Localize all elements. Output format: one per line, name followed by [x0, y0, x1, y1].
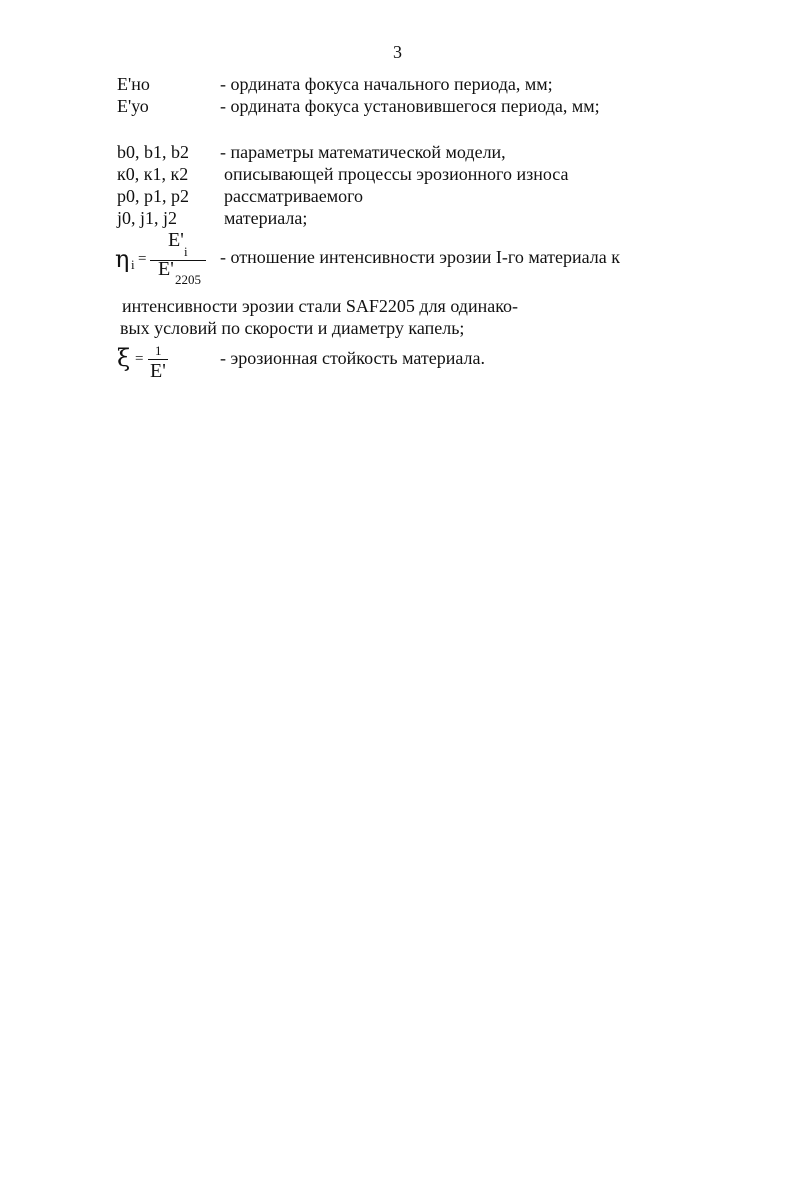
page-number: 3	[393, 42, 402, 62]
param-description: рассматриваемого	[224, 186, 364, 206]
denominator: E'	[150, 360, 166, 382]
denominator-subscript: 2205	[175, 272, 201, 287]
definition-text: - ордината фокуса установившегося периода, мм;	[220, 96, 600, 116]
equals-sign: =	[135, 351, 144, 367]
numerator: 1	[155, 343, 162, 358]
definition-symbol: E'но	[117, 74, 150, 94]
param-description: - параметры математической модели,	[220, 142, 506, 162]
eta-description-cont: вых условий по скорости и диаметру капель;	[120, 318, 465, 338]
denominator: E'	[158, 258, 174, 280]
param-symbols: b0, b1, b2	[117, 142, 189, 162]
eta-symbol: η	[115, 245, 130, 273]
param-description: описывающей процессы эрозионного износа	[224, 164, 569, 184]
equals-sign: =	[138, 251, 147, 267]
numerator: E'	[168, 229, 184, 251]
definition-text: - ордината фокуса начального периода, мм;	[220, 74, 553, 94]
eta-description-cont: интенсивности эрозии стали SAF2205 для одинако-	[122, 296, 519, 316]
eta-subscript: i	[131, 257, 135, 272]
numerator-subscript: i	[184, 244, 188, 259]
definition-symbol: E'уо	[117, 96, 149, 116]
eta-description: - отношение интенсивности эрозии I-го материала к	[220, 247, 620, 267]
param-description: материала;	[224, 208, 308, 228]
param-symbols: p0, p1, p2	[117, 186, 189, 206]
xi-description: - эрозионная стойкость материала.	[220, 348, 485, 368]
param-symbols: к0, к1, к2	[117, 164, 189, 184]
xi-symbol: ξ	[117, 344, 131, 372]
param-symbols: j0, j1, j2	[117, 208, 178, 228]
